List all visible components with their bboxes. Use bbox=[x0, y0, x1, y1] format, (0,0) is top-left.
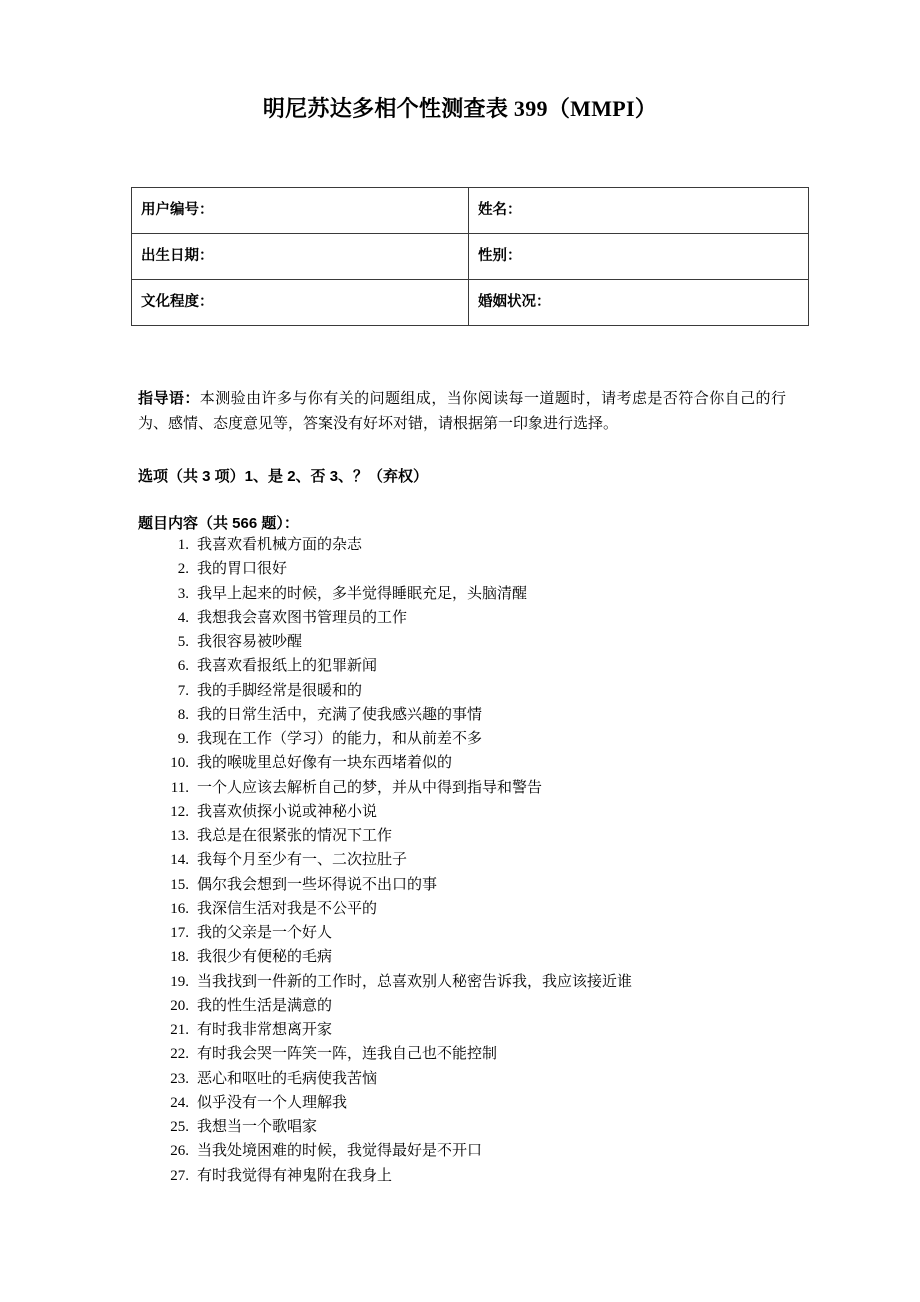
question-text: 我的手脚经常是很暖和的 bbox=[197, 681, 363, 699]
question-number: 10. bbox=[170, 755, 189, 772]
list-item bbox=[160, 945, 860, 969]
table-row bbox=[132, 234, 809, 280]
question-text: 我很少有便秘的毛病 bbox=[197, 948, 333, 966]
question-number: 26. bbox=[170, 1143, 189, 1160]
question-number: 25. bbox=[170, 1119, 189, 1135]
list-item bbox=[160, 824, 860, 848]
question-list bbox=[160, 533, 860, 1188]
list-item bbox=[160, 557, 860, 581]
respondent-info-table bbox=[131, 187, 809, 326]
question-text: 我早上起来的时候，多半觉得睡眠充足，头脑清醒 bbox=[197, 584, 528, 602]
list-item bbox=[160, 970, 860, 994]
field-label-user-id: 用户编号： bbox=[132, 188, 469, 234]
question-number: 4. bbox=[177, 609, 189, 626]
question-number: 15. bbox=[170, 876, 189, 893]
question-number: 5. bbox=[177, 634, 189, 650]
list-item bbox=[160, 751, 860, 775]
list-item bbox=[160, 921, 860, 945]
question-number: 13. bbox=[170, 828, 189, 844]
list-item bbox=[160, 800, 860, 824]
list-item bbox=[160, 1091, 860, 1115]
question-text: 我的胃口很好 bbox=[197, 560, 288, 578]
question-number: 9. bbox=[177, 731, 189, 747]
question-text: 我想我会喜欢图书管理员的工作 bbox=[197, 608, 408, 626]
question-text: 我现在工作（学习）的能力，和从前差不多 bbox=[197, 730, 483, 747]
question-text: 我想当一个歌唱家 bbox=[197, 1118, 318, 1135]
question-number: 1. bbox=[177, 537, 189, 553]
question-text: 恶心和呕吐的毛病使我苦恼 bbox=[197, 1069, 378, 1087]
list-item bbox=[160, 1018, 860, 1042]
question-text: 有时我会哭一阵笑一阵，连我自己也不能控制 bbox=[197, 1045, 498, 1063]
question-text: 当我处境困难的时候，我觉得最好是不开口 bbox=[197, 1142, 483, 1160]
question-number: 12. bbox=[170, 803, 189, 820]
question-number: 14. bbox=[170, 852, 189, 869]
question-number: 3. bbox=[177, 585, 189, 602]
field-label-name: 姓名： bbox=[469, 188, 809, 234]
question-text: 我喜欢看机械方面的杂志 bbox=[197, 536, 363, 553]
question-text: 我的日常生活中，充满了使我感兴趣的事情 bbox=[197, 705, 483, 723]
question-number: 16. bbox=[170, 900, 189, 917]
table-row bbox=[132, 188, 809, 234]
question-text: 我的喉咙里总好像有一块东西堵着似的 bbox=[197, 754, 453, 772]
list-item bbox=[160, 1042, 860, 1066]
list-item bbox=[160, 1139, 860, 1163]
question-number: 17. bbox=[170, 925, 189, 941]
question-number: 19. bbox=[170, 973, 189, 990]
list-item bbox=[160, 679, 860, 703]
list-item bbox=[160, 1067, 860, 1091]
list-item bbox=[160, 873, 860, 897]
answer-options-line: 选项（共 3 项）1、是 2、否 3、？（弃权） bbox=[138, 468, 429, 485]
question-text: 我的性生活是满意的 bbox=[197, 996, 333, 1014]
list-item bbox=[160, 727, 860, 751]
list-item bbox=[160, 776, 860, 800]
list-item bbox=[160, 897, 860, 921]
question-text: 似乎没有一个人理解我 bbox=[197, 1093, 348, 1111]
question-text: 我的父亲是一个好人 bbox=[197, 924, 333, 941]
question-text: 有时我觉得有神鬼附在我身上 bbox=[197, 1166, 393, 1184]
list-item bbox=[160, 1115, 860, 1139]
list-item bbox=[160, 630, 860, 654]
question-number: 21. bbox=[170, 1022, 189, 1038]
question-text: 偶尔我会想到一些坏得说不出口的事 bbox=[197, 875, 438, 893]
question-number: 6. bbox=[177, 658, 189, 675]
instructions-paragraph bbox=[138, 386, 786, 436]
field-label-birth-date: 出生日期： bbox=[132, 234, 469, 280]
question-number: 27. bbox=[170, 1167, 189, 1184]
question-number: 22. bbox=[170, 1046, 189, 1063]
field-label-gender: 性别： bbox=[469, 234, 809, 280]
question-number: 2. bbox=[177, 561, 189, 578]
question-text: 我很容易被吵醒 bbox=[197, 633, 303, 650]
list-item bbox=[160, 582, 860, 606]
list-item bbox=[160, 994, 860, 1018]
question-text: 我深信生活对我是不公平的 bbox=[197, 899, 378, 917]
info-table-body bbox=[132, 188, 809, 326]
question-number: 7. bbox=[177, 682, 189, 699]
question-text: 我每个月至少有一、二次拉肚子 bbox=[197, 851, 408, 869]
field-label-marital-status: 婚姻状况： bbox=[469, 280, 809, 326]
list-item bbox=[160, 848, 860, 872]
question-text: 我总是在很紧张的情况下工作 bbox=[197, 827, 393, 844]
question-number: 23. bbox=[170, 1070, 189, 1087]
instructions-body-text: 本测验由许多与你有关的问题组成，当你阅读每一道题时，请考虑是否符合你自己的行为、感情、态度意见等，答案没有好坏对错，请根据第一印象进行选择。 bbox=[138, 390, 786, 432]
question-number: 24. bbox=[170, 1094, 189, 1111]
question-number: 11. bbox=[170, 779, 189, 796]
list-item bbox=[160, 606, 860, 630]
question-text: 当我找到一件新的工作时，总喜欢别人秘密告诉我，我应该接近谁 bbox=[197, 972, 633, 990]
question-text: 我喜欢看报纸上的犯罪新闻 bbox=[197, 657, 378, 675]
field-label-education: 文化程度： bbox=[132, 280, 469, 326]
instructions-lead-label: 指导语： bbox=[138, 390, 200, 407]
question-number: 8. bbox=[177, 706, 189, 723]
list-item bbox=[160, 654, 860, 678]
list-item bbox=[160, 533, 860, 557]
question-text: 一个人应该去解析自己的梦，并从中得到指导和警告 bbox=[197, 778, 543, 796]
list-item bbox=[160, 1164, 860, 1188]
question-number: 18. bbox=[170, 949, 189, 966]
questions-section-heading: 题目内容（共 566 题）： bbox=[138, 515, 299, 532]
table-row bbox=[132, 280, 809, 326]
list-item bbox=[160, 703, 860, 727]
question-number: 20. bbox=[170, 997, 189, 1014]
question-text: 有时我非常想离开家 bbox=[197, 1021, 333, 1038]
question-text: 我喜欢侦探小说或神秘小说 bbox=[197, 802, 378, 820]
page-title: 明尼苏达多相个性测查表 399（MMPI） bbox=[262, 96, 658, 121]
